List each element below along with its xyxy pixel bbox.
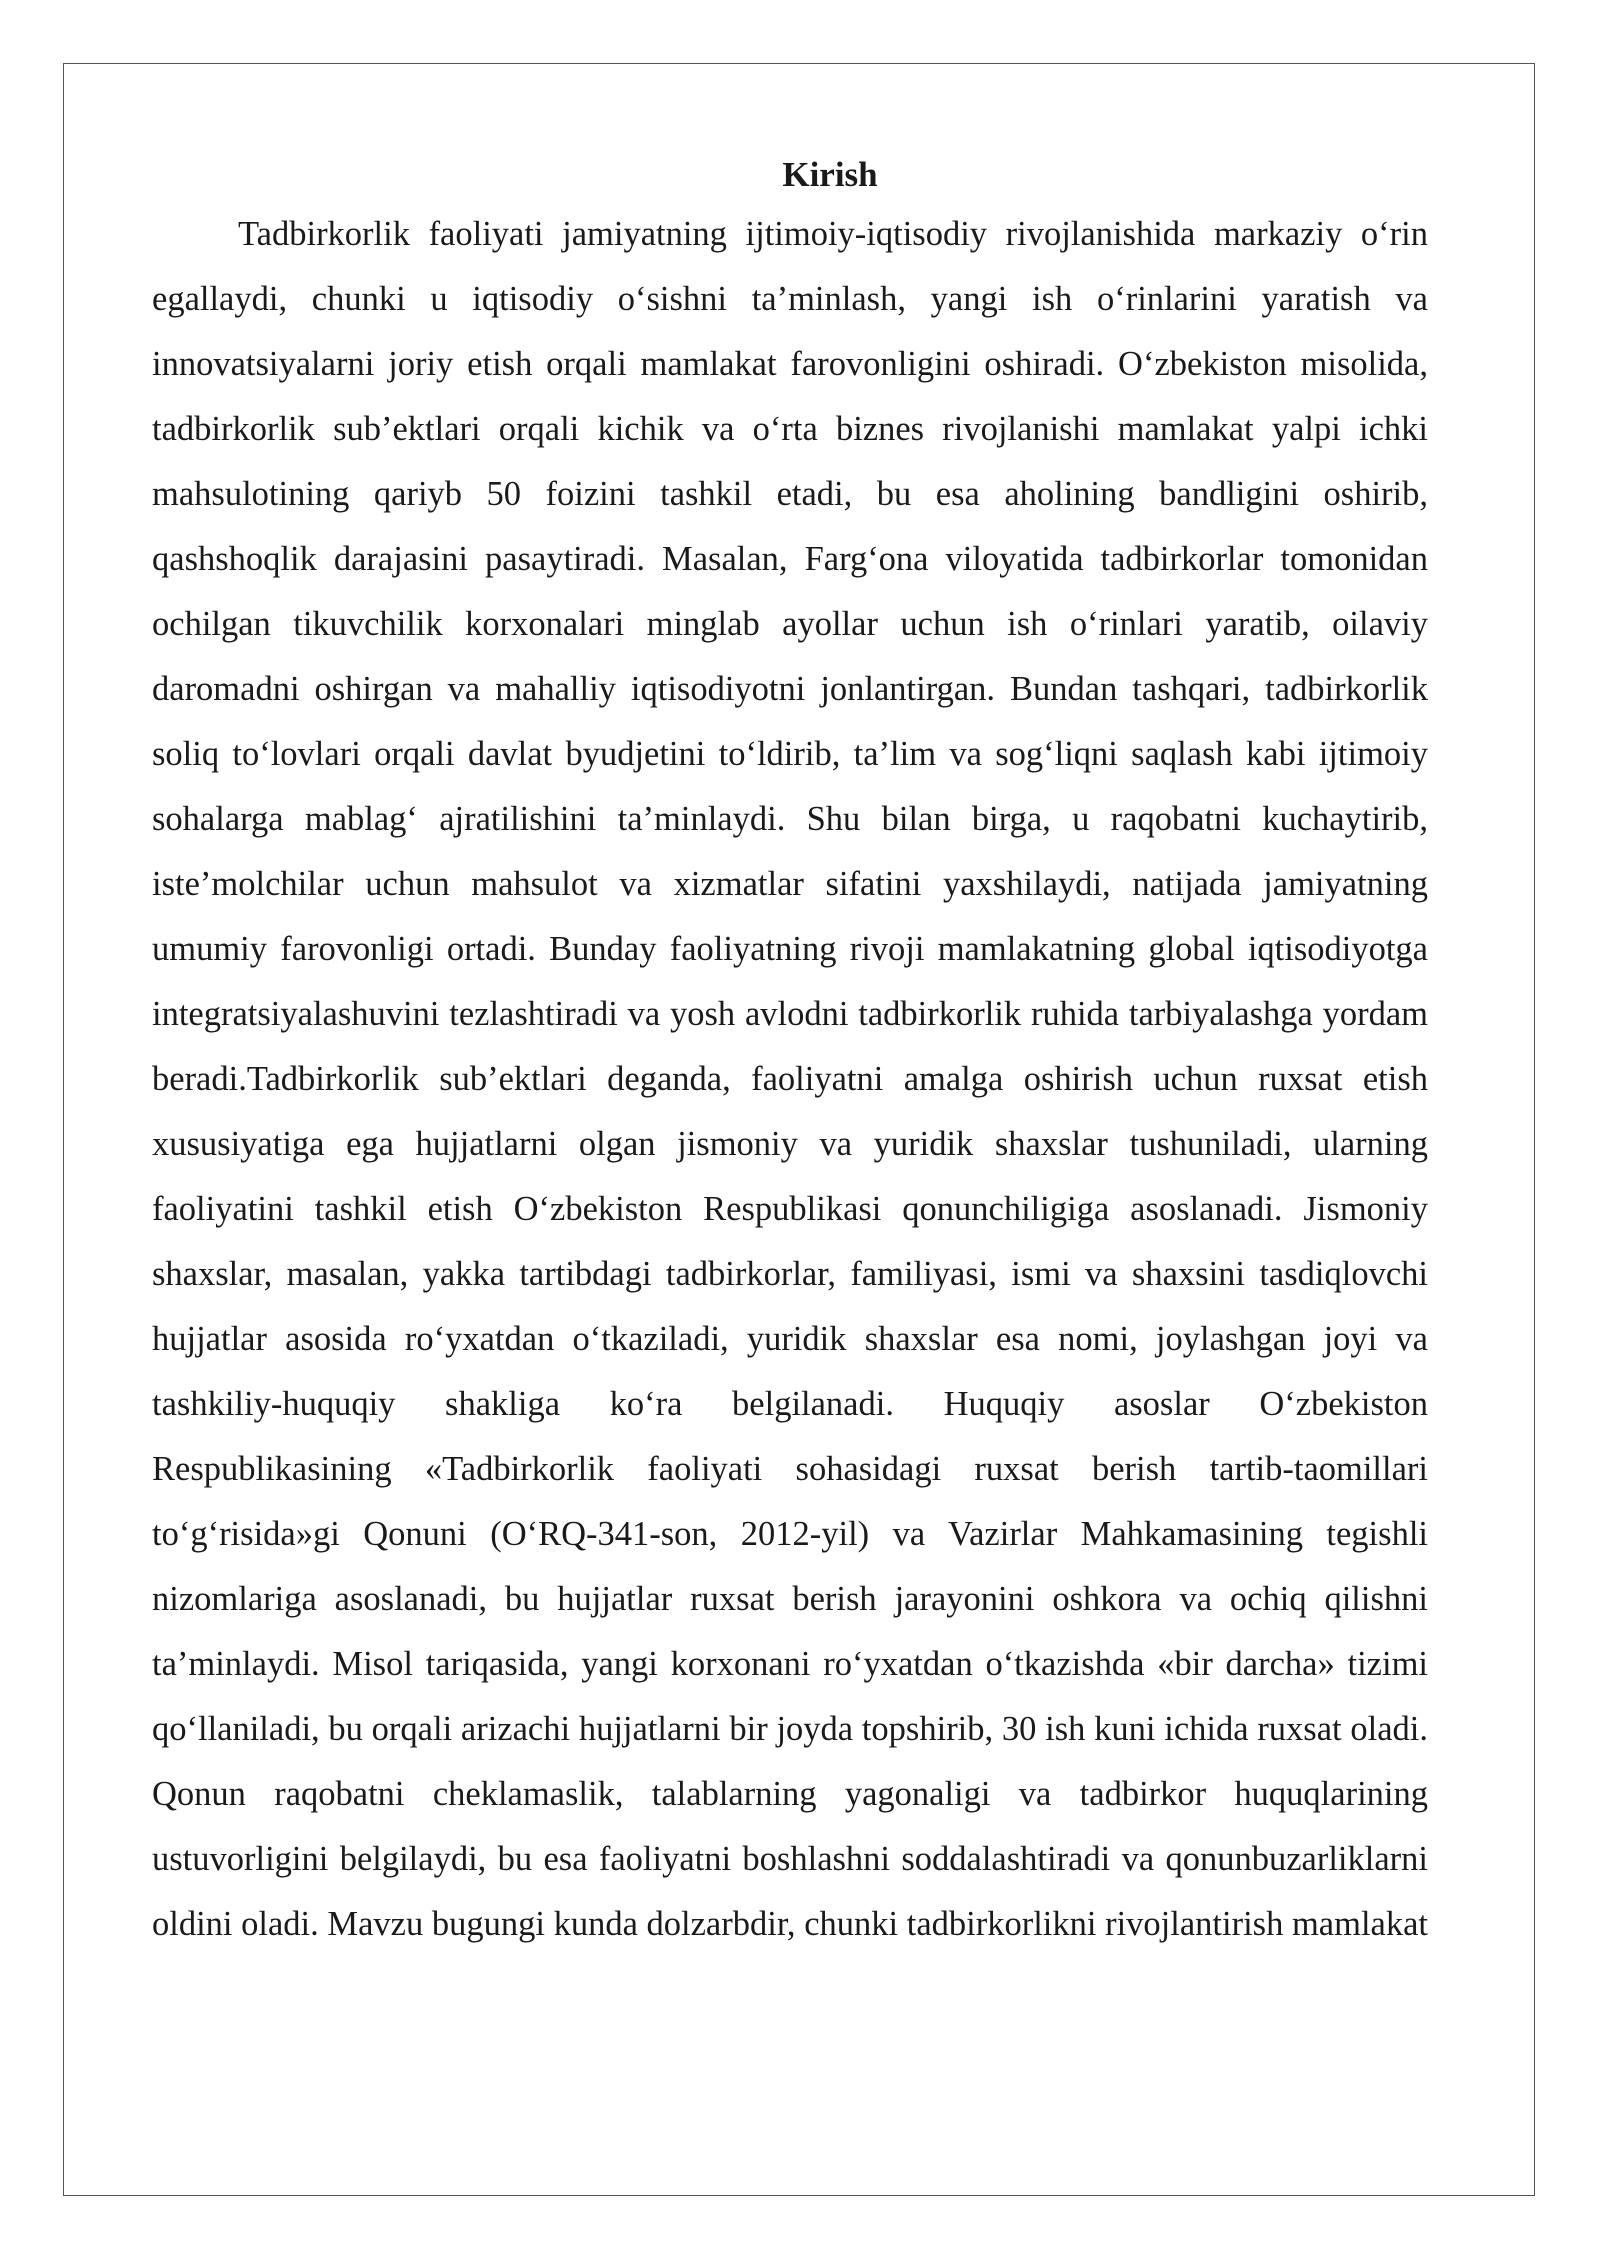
document-body [152,148,1428,1957]
body-paragraph: Tadbirkorlik faoliyati jamiyatning ijtimoiy-iqtisodiy rivojlanishida markaziy o‘rin egallaydi, chunki u iqtisodiy o‘sishni ta’minlash, yangi ish o‘rinlarini yaratish va innovatsiyalarni joriy etish orqali mamlakat farovonligini oshiradi. O‘zbekiston misolida, tadbirkorlik sub’ektlari orqali kichik va o‘rta biznes rivojlanishi mamlakat yalpi ichki mahsulotining qariyb 50 foizini tashkil etadi, bu esa aholining bandligini oshirib, qashshoqlik darajasini pasaytiradi. Masalan, Farg‘ona viloyatida tadbirkorlar tomonidan ochilgan tikuvchilik korxonalari minglab ayollar uchun ish o‘rinlari yaratib, oilaviy daromadni oshirgan va mahalliy iqtisodiyotni jonlantirgan. Bundan tashqari, tadbirkorlik soliq to‘lovlari orqali davlat byudjetini to‘ldirib, ta’lim va sog‘liqni saqlash kabi ijtimoiy sohalarga mablag‘ ajratilishini ta’minlaydi. Shu bilan birga, u raqobatni kuchaytirib, iste’molchilar uchun mahsulot va xizmatlar sifatini yaxshilaydi, natijada jamiyatning umumiy farovonligi ortadi. Bunday faoliyatning rivoji mamlakatning global iqtisodiyotga integratsiyalashuvini tezlashtiradi va yosh avlodni tadbirkorlik ruhida tarbiyalashga yordam beradi.Tadbirkorlik sub’ektlari deganda, faoliyatni amalga oshirish uchun ruxsat etish xususiyatiga ega hujjatlarni olgan jismoniy va yuridik shaxslar tushuniladi, ularning faoliyatini tashkil etish O‘zbekiston Respublikasi qonunchiligiga asoslanadi. Jismoniy shaxslar, masalan, yakka tartibdagi tadbirkorlar, familiyasi, ismi va shaxsini tasdiqlovchi hujjatlar asosida ro‘yxatdan o‘tkaziladi, yuridik shaxslar esa nomi, joylashgan joyi va tashkiliy-huquqiy shakliga ko‘ra belgilanadi. Huquqiy asoslar O‘zbekiston Respublikasining «Tadbirkorlik faoliyati sohasidagi ruxsat berish tartib-taomillari to‘g‘risida»gi Qonuni (O‘RQ-341-son, 2012-yil) va Vazirlar Mahkamasining tegishli nizomlariga asoslanadi, bu hujjatlar ruxsat berish jarayonini oshkora va ochiq qilishni ta’minlaydi. Misol tariqasida, yangi korxonani ro‘yxatdan o‘tkazishda «bir darcha» tizimi qo‘llaniladi, bu orqali arizachi hujjatlarni bir joyda topshirib, 30 ish kuni ichida ruxsat oladi. Qonun raqobatni cheklamaslik, talablarning yagonaligi va tadbirkor huquqlarining ustuvorligini belgilaydi, bu esa faoliyatni boshlashni soddalashtiradi va qonunbuzarliklarni oldini oladi. Mavzu bugungi kunda dolzarbdir, chunki tadbirkorlikni rivojlantirish mamlakat [152,215,1428,1943]
section-heading: Kirish [782,155,878,194]
